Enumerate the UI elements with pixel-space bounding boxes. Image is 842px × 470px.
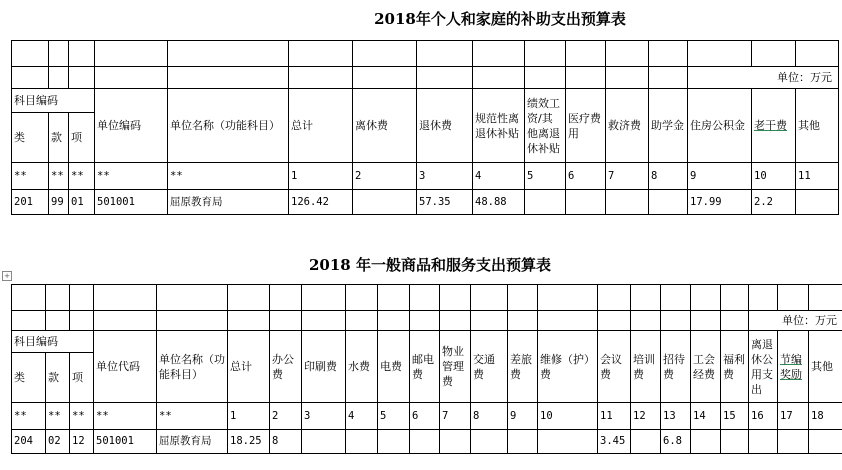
table-cell: 8: [649, 163, 688, 190]
table1-blank-row: [12, 41, 839, 67]
table1-col-retirement: 退休费: [417, 89, 473, 163]
table-cell: 18: [809, 403, 842, 430]
table1-col-other: 其他: [796, 89, 839, 163]
table-cell: 17: [778, 403, 809, 430]
table-cell: 02: [46, 430, 70, 454]
table-cell: 12: [631, 403, 661, 430]
table-cell: **: [12, 403, 46, 430]
table-cell: 201: [12, 190, 49, 215]
table2-class: 类: [12, 353, 46, 403]
table-cell: 5: [525, 163, 566, 190]
table1-class: 类: [12, 113, 49, 163]
table-cell: 屈原教育局: [157, 430, 228, 454]
table1-col-relief: 救济费: [606, 89, 649, 163]
table2-section: 款: [46, 353, 70, 403]
table1-col-housing-fund: 住房公积金: [688, 89, 752, 163]
table1-col-regulated-subsidy: 规范性离退休补贴: [473, 89, 525, 163]
table-cell: 13: [661, 403, 691, 430]
table-cell: [302, 430, 346, 454]
table2-col-transport: 交通费: [471, 331, 508, 403]
table2-col-property: 物业管理费: [440, 331, 471, 403]
table-cell: [353, 190, 417, 215]
table1-col-scholarship: 助学金: [649, 89, 688, 163]
table2-unit-name-header: 单位名称（功能科目）: [157, 331, 228, 403]
table-cell: 7: [440, 403, 471, 430]
table1-col-performance-pay: 绩效工资/其他离退休补贴: [525, 89, 566, 163]
table1-grid: [11, 40, 839, 215]
table1-col-total: 总计: [289, 89, 353, 163]
table-cell: **: [49, 163, 69, 190]
table2-col-total: 总计: [228, 331, 270, 403]
table2-item: 项: [70, 353, 94, 403]
table1-col-retire-leave: 离休费: [353, 89, 417, 163]
table1-data-row: [12, 190, 839, 215]
table1-index-row: [12, 163, 839, 190]
table-cell: **: [69, 163, 95, 190]
table2-col-electricity: 电费: [378, 331, 410, 403]
table-cell: 9: [688, 163, 752, 190]
table-cell: 屈原教育局: [168, 190, 289, 215]
table-cell: 1: [289, 163, 353, 190]
table2-col-travel: 差旅费: [508, 331, 538, 403]
table1-col-veteran-cadre: 老干费: [752, 89, 796, 163]
table-cell: 3: [417, 163, 473, 190]
table-cell: 4: [473, 163, 525, 190]
table-cell: **: [168, 163, 289, 190]
table-cell: [778, 430, 809, 454]
table-cell: [410, 430, 440, 454]
table-anchor-icon[interactable]: +: [2, 271, 12, 281]
table-cell: 8: [270, 430, 302, 454]
table2-unit-row: [12, 311, 842, 331]
table1-col-medical: 医疗费用: [566, 89, 606, 163]
table-cell: **: [70, 403, 94, 430]
table1-section: 款: [49, 113, 69, 163]
table-cell: [538, 430, 598, 454]
table-cell: [566, 190, 606, 215]
table-cell: 8: [471, 403, 508, 430]
table-cell: [809, 430, 842, 454]
table-cell: **: [157, 403, 228, 430]
table-cell: 2: [353, 163, 417, 190]
table2-col-retiree-public: 离退休公用支出: [749, 331, 778, 403]
table-cell: 17.99: [688, 190, 752, 215]
table2-col-printing: 印刷费: [302, 331, 346, 403]
table-cell: 6: [410, 403, 440, 430]
table2-col-maintenance: 维修（护）费: [538, 331, 598, 403]
table-cell: 10: [752, 163, 796, 190]
table-cell: 2: [270, 403, 302, 430]
table2-col-office: 办公费: [270, 331, 302, 403]
table-cell: 7: [606, 163, 649, 190]
table2-col-hospitality: 招待费: [661, 331, 691, 403]
table-cell: 12: [70, 430, 94, 454]
table1-unit-code-header: 单位编码: [95, 89, 168, 163]
table-cell: 9: [508, 403, 538, 430]
table-cell: **: [12, 163, 49, 190]
table-cell: [346, 430, 378, 454]
table-cell: 11: [598, 403, 631, 430]
table-cell: 99: [49, 190, 69, 215]
table1-item: 项: [69, 113, 95, 163]
table-cell: [691, 430, 721, 454]
table-cell: **: [46, 403, 70, 430]
table2-unit-code-header: 单位代码: [94, 331, 157, 403]
table2-col-water: 水费: [346, 331, 378, 403]
table-cell: 14: [691, 403, 721, 430]
table-cell: 11: [796, 163, 839, 190]
table-cell: 1: [228, 403, 270, 430]
table-cell: 15: [721, 403, 749, 430]
table2-data-row: [12, 430, 842, 454]
table-cell: 01: [69, 190, 95, 215]
table2-col-postal: 邮电费: [410, 331, 440, 403]
table-cell: 6.8: [661, 430, 691, 454]
table2-col-union: 工会经费: [691, 331, 721, 403]
table2-col-staffing-bonus: 节编奖励: [778, 331, 809, 403]
table-cell: [471, 430, 508, 454]
table-cell: 4: [346, 403, 378, 430]
table1-unit-row: [12, 67, 839, 89]
table-cell: 6: [566, 163, 606, 190]
table2-blank-row: [12, 285, 842, 311]
table-cell: [525, 190, 566, 215]
table-cell: 10: [538, 403, 598, 430]
table-cell: [649, 190, 688, 215]
table-cell: 204: [12, 430, 46, 454]
table2-col-other: 其他: [809, 331, 842, 403]
table-cell: [606, 190, 649, 215]
table2-col-training: 培训费: [631, 331, 661, 403]
table-cell: 3: [302, 403, 346, 430]
table-cell: 501001: [95, 190, 168, 215]
table1-unit-name-header: 单位名称（功能科目）: [168, 89, 289, 163]
table-cell: 57.35: [417, 190, 473, 215]
table1-unit-label: 单位：万元: [688, 67, 839, 89]
table-cell: [796, 190, 839, 215]
table2-subject-code: 科目编码: [12, 331, 94, 353]
table-cell: 5: [378, 403, 410, 430]
table2-index-row: [12, 403, 842, 430]
table2-unit-label: 单位：万元: [749, 311, 842, 331]
table-cell: 18.25: [228, 430, 270, 454]
table-cell: [378, 430, 410, 454]
table-cell: **: [94, 403, 157, 430]
table2-grid: [11, 284, 842, 454]
table1-title: 2018年个人和家庭的补助支出预算表: [374, 10, 626, 28]
table2-header-row: [12, 331, 842, 353]
table-cell: [721, 430, 749, 454]
table-cell: 501001: [94, 430, 157, 454]
table-cell: 2.2: [752, 190, 796, 215]
table1-header-row: [12, 89, 839, 113]
table-cell: **: [95, 163, 168, 190]
table-cell: 48.88: [473, 190, 525, 215]
table-cell: [631, 430, 661, 454]
table-cell: [508, 430, 538, 454]
table2-col-welfare: 福利费: [721, 331, 749, 403]
table2-title: 2018 年一般商品和服务支出预算表: [309, 256, 551, 274]
table-cell: [440, 430, 471, 454]
table-cell: 126.42: [289, 190, 353, 215]
table-cell: 16: [749, 403, 778, 430]
table2-col-meeting: 会议费: [598, 331, 631, 403]
table1-subject-code: 科目编码: [12, 89, 95, 113]
table-cell: 3.45: [598, 430, 631, 454]
table-cell: [749, 430, 778, 454]
